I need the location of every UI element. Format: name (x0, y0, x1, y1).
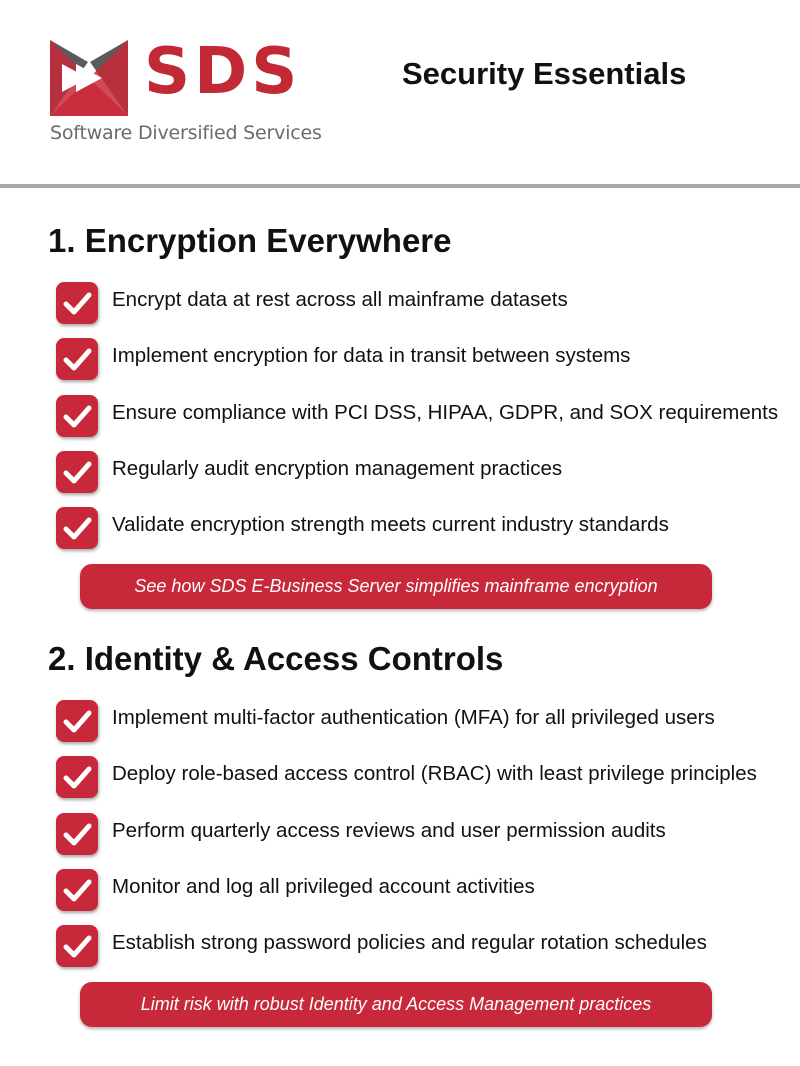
checklist-item-text: Encrypt data at rest across all mainframe datasets (112, 288, 568, 311)
checklist-item (56, 923, 796, 979)
checkmark-icon (56, 395, 98, 437)
checklist-item (56, 336, 796, 392)
sds-logo-mark-icon (48, 36, 130, 118)
page-title: Security Essentials (402, 56, 687, 91)
checklist-item-text: Implement multi-factor authentication (MFA) for all privileged users (112, 706, 715, 729)
checklist-item (56, 449, 796, 505)
checklist-item (56, 867, 796, 923)
checkmark-icon (56, 507, 98, 549)
checkmark-icon (56, 700, 98, 742)
checkmark-icon (56, 451, 98, 493)
checklist-item-text: Perform quarterly access reviews and user permission audits (112, 818, 666, 842)
checklist-item-text: Validate encryption strength meets current industry standards (112, 513, 669, 537)
encryption-cta-button[interactable]: See how SDS E-Business Server simplifies mainframe encryption (80, 564, 712, 609)
checklist (56, 698, 796, 979)
checkmark-icon (56, 813, 98, 855)
checklist-item-text: Regularly audit encryption management practices (112, 456, 563, 480)
checkmark-icon (56, 756, 98, 798)
checkmark-icon (56, 338, 98, 380)
checklist-item-text: Monitor and log all privileged account activities (112, 874, 535, 898)
checklist-item-text: Ensure compliance with PCI DSS, HIPAA, GDPR, and SOX requirements (112, 400, 779, 424)
logo-subtitle: Software Diversified Services (50, 122, 322, 144)
checklist-item-text: Establish strong password policies and regular rotation schedules (112, 931, 707, 955)
checklist-item (56, 811, 796, 867)
section-title: 2. Identity & Access Controls (48, 640, 504, 677)
checkmark-icon (56, 925, 98, 967)
checkmark-icon (56, 869, 98, 911)
checklist-item-text: Deploy role-based access control (RBAC) with least privilege principles (112, 762, 757, 786)
iam-cta-button[interactable]: Limit risk with robust Identity and Access Management practices (80, 982, 712, 1027)
checklist-item-text: Implement encryption for data in transit between systems (112, 344, 631, 368)
checklist-item (56, 754, 796, 810)
page-header (0, 0, 800, 188)
checklist (56, 280, 796, 561)
sds-logo[interactable] (48, 35, 322, 151)
checklist-item (56, 393, 796, 449)
header-divider (0, 184, 800, 188)
checkmark-icon (56, 282, 98, 324)
checklist-item (56, 505, 796, 561)
checklist-item (56, 280, 796, 336)
logo-wordmark: SDS (144, 35, 302, 109)
checklist-item (56, 698, 796, 754)
section-title: 1. Encryption Everywhere (48, 222, 452, 259)
